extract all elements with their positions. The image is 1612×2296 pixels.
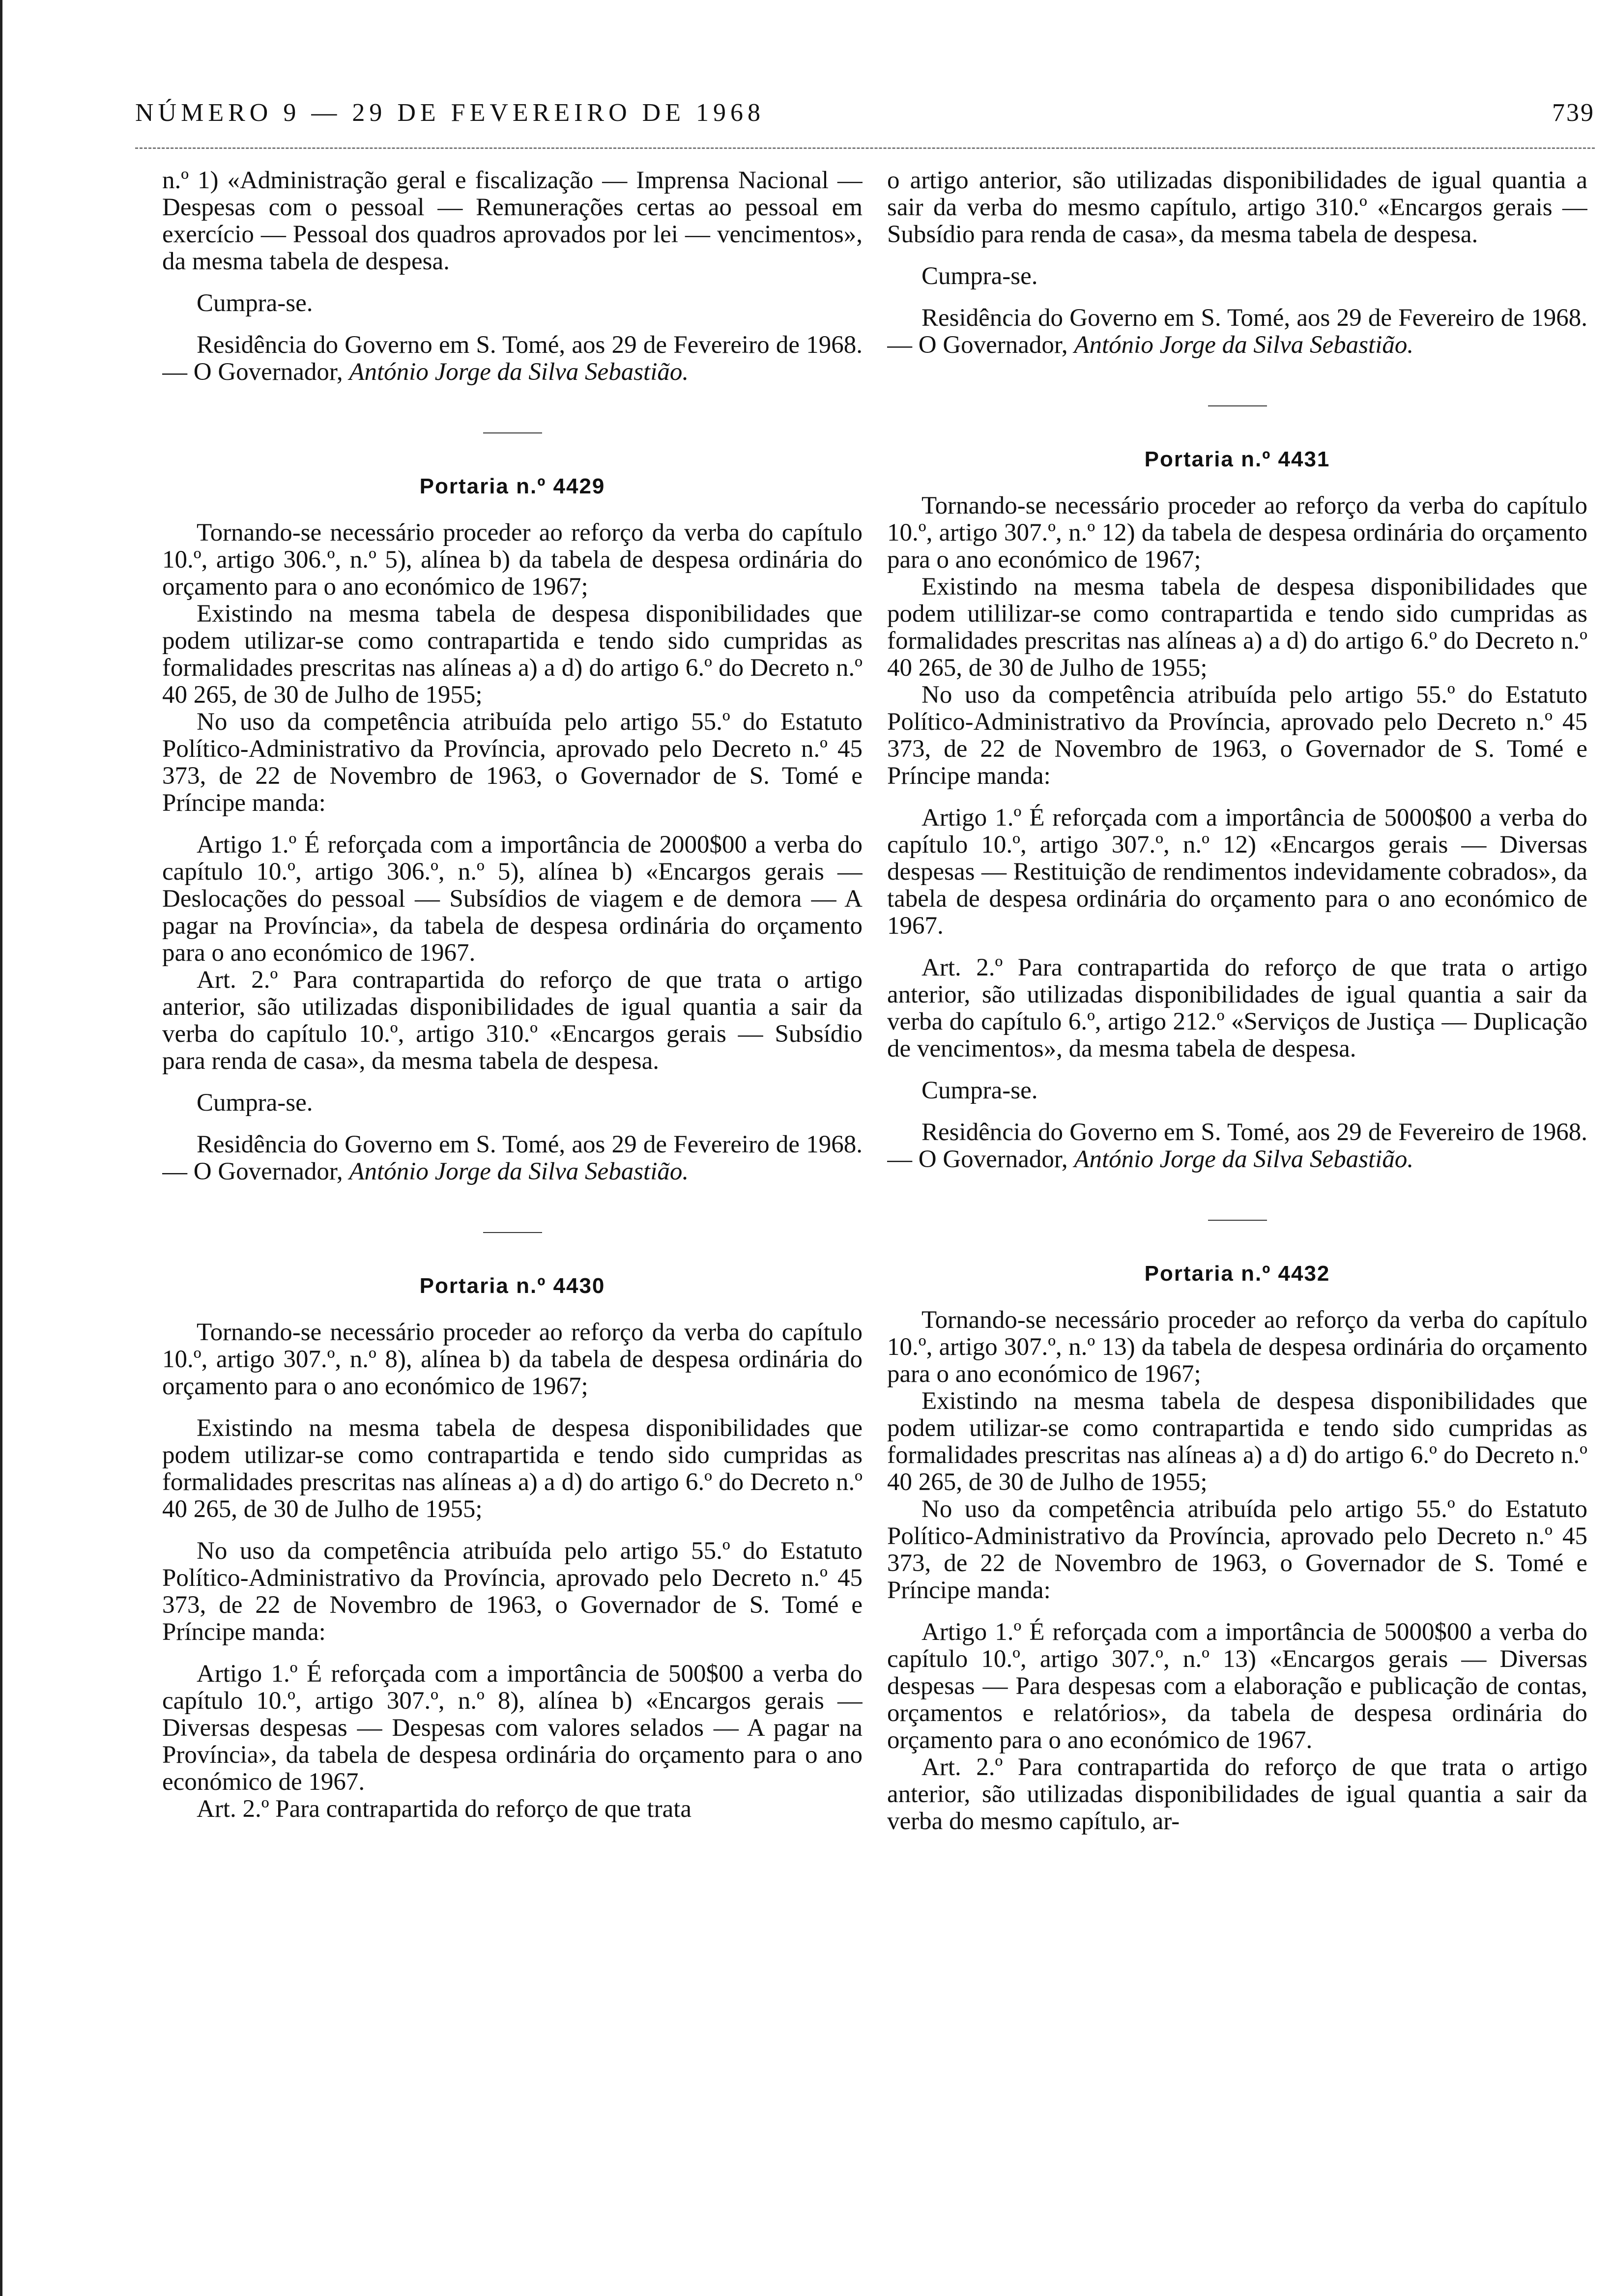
portaria-4432-preamble-1: Tornando-se necessário proceder ao reforço da verba do capítulo 10.º, artigo 307.º, n.º 13) da tabela de despesa ordinária do orçamento para o ano económico de 1967; <box>887 1306 1587 1388</box>
portaria-4430-preamble-3: No uso da competência atribuída pelo artigo 55.º do Estatuto Político-Administrativo da Província, aprovado pelo Decreto n.º 45 373, de 22 de Novembro de 1963, o Governador de S. Tomé e Príncipe manda: <box>162 1537 863 1646</box>
continuation-text: n.º 1) «Administração geral e fiscalização — Imprensa Nacional — Despesas com o pessoal — Remunerações certas ao pessoal em exercício — Pessoal dos quadros aprovados por lei — vencimentos», da mesma tabela de despesa. <box>162 167 863 275</box>
portaria-4431-preamble-3: No uso da competência atribuída pelo artigo 55.º do Estatuto Político-Administrativo da Província, aprovado pelo Decreto n.º 45 373, de 22 de Novembro de 1963, o Governador de S. Tomé e Príncipe manda: <box>887 681 1587 790</box>
cumpra-se: Cumpra-se. <box>921 1077 1038 1104</box>
section-separator <box>1208 1220 1267 1221</box>
signature-name: António Jorge da Silva Sebastião. <box>1074 331 1414 359</box>
spacer <box>162 817 863 832</box>
signature-block <box>162 1131 863 1185</box>
issue-title: NÚMERO 9 — 29 DE FEVEREIRO DE 1968 <box>135 99 765 127</box>
portaria-4429-article-2: Art. 2.º Para contrapartida do reforço de que trata o artigo anterior, são utilizadas disponibilidades de igual quantia a sair da verba do capítulo 10.º, artigo 310.º «Encargos gerais — Subsídio para renda de casa», da mesma tabela de despesa. <box>162 966 863 1075</box>
portaria-4430-preamble-1: Tornando-se necessário proceder ao reforço da verba do capítulo 10.º, artigo 307.º, n.º 8), alínea b) da tabela de despesa ordinária do orçamento para o ano económico de 1967; <box>162 1319 863 1400</box>
signature-block <box>887 1119 1587 1173</box>
portaria-4430-article-1: Artigo 1.º É reforçada com a importância de 500$00 a verba do capítulo 10.º, artigo 307.º, n.º 8), alínea b) «Encargos gerais — Diversas despesas — Despesas com valores selados — A pagar na Província», da tabela de despesa ordinária do orçamento para o ano económico de 1967. <box>162 1660 863 1796</box>
spacer <box>162 1400 863 1415</box>
portaria-4431-article-1: Artigo 1.º É reforçada com a importância de 5000$00 a verba do capítulo 10.º, artigo 307.º, n.º 12) «Encargos gerais — Diversas despesas — Restituição de rendimentos indevidamente cobrados», da tabela de despesa ordinária do orçamento para o ano económico de 1967. <box>887 804 1587 940</box>
cumpra-se: Cumpra-se. <box>197 1089 313 1117</box>
signature-place-date: Residência do Governo em S. Tomé, aos 29 de Fevereiro de 1968. — O Governador, <box>887 1119 1587 1173</box>
right-column <box>887 167 1587 2251</box>
spacer <box>887 1604 1587 1619</box>
portaria-4431-preamble-2: Existindo na mesma tabela de despesa disponibilidades que podem utililizar-se como contrapartida e tendo sido cumpridas as formalidades prescritas nas alíneas a) a d) do artigo 6.º do Decreto n.º 40 265, de 30 de Julho de 1955; <box>887 573 1587 682</box>
signature-name: António Jorge da Silva Sebastião. <box>349 358 689 386</box>
signature-place-date: Residência do Governo em S. Tomé, aos 29 de Fevereiro de 1968. — O Governador, <box>162 331 863 386</box>
signature-place-date: Residência do Governo em S. Tomé, aos 29 de Fevereiro de 1968. — O Governador, <box>162 1131 863 1185</box>
portaria-4432-article-1: Artigo 1.º É reforçada com a importância de 5000$00 a verba do capítulo 10.º, artigo 307.º, n.º 13) «Encargos gerais — Diversas despesas — Para despesas com a elaboração e publicação de contas, orçamentos e relatórios», da tabela de despesa ordinária do orçamento para o ano económico de 1967. <box>887 1618 1587 1754</box>
signature-place-date: Residência do Governo em S. Tomé, aos 29 de Fevereiro de 1968. — O Governador, <box>887 304 1587 359</box>
portaria-4432-preamble-2: Existindo na mesma tabela de despesa disponibilidades que podem utilizar-se como contrapartida e tendo sido cumpridas as formalidades prescritas nas alíneas a) a d) do artigo 6.º do Decreto n.º 40 265, de 30 de Julho de 1955; <box>887 1387 1587 1496</box>
portaria-4432-article-2: Art. 2.º Para contrapartida do reforço de que trata o artigo anterior, são utilizadas disponibilidades de igual quantia a sair da verba do mesmo capítulo, ar- <box>887 1753 1587 1835</box>
header-rule <box>135 147 1595 149</box>
portaria-4429-preamble-3: No uso da competência atribuída pelo artigo 55.º do Estatuto Político-Administrativo da Província, aprovado pelo Decreto n.º 45 373, de 22 de Novembro de 1963, o Governador de S. Tomé e Príncipe manda: <box>162 708 863 817</box>
left-column <box>162 167 863 2251</box>
signature-name: António Jorge da Silva Sebastião. <box>349 1158 689 1185</box>
cumpra-se: Cumpra-se. <box>197 289 313 317</box>
portaria-4431-preamble-1: Tornando-se necessário proceder ao reforço da verba do capítulo 10.º, artigo 307.º, n.º 12) da tabela de despesa ordinária do orçamento para o ano económico de 1967; <box>887 492 1587 574</box>
portaria-4430-title: Portaria n.º 4430 <box>419 1274 605 1298</box>
portaria-4429-article-1: Artigo 1.º É reforçada com a importância de 2000$00 a verba do capítulo 10.º, artigo 306.º, n.º 5), alínea b) «Encargos gerais — Deslocações do pessoal — Subsídios de viagem e de demora — A pagar na Província», da tabela de despesa ordinária do orçamento para o ano económico de 1967. <box>162 831 863 967</box>
portaria-4429-preamble-1: Tornando-se necessário proceder ao reforço da verba do capítulo 10.º, artigo 306.º, n.º 5), alínea b) da tabela de despesa ordinária do orçamento para o ano económico de 1967; <box>162 519 863 601</box>
portaria-4431-title: Portaria n.º 4431 <box>1144 447 1330 471</box>
portaria-4431-article-2: Art. 2.º Para contrapartida do reforço de que trata o artigo anterior, são utilizadas disponibilidades de igual quantia a sair da verba do capítulo 6.º, artigo 212.º «Serviços de Justiça — Duplicação de vencimentos», da mesma tabela de despesa. <box>887 954 1587 1062</box>
page-header <box>135 98 1595 138</box>
section-separator <box>483 1232 542 1233</box>
section-separator <box>1208 405 1267 406</box>
spacer <box>887 790 1587 804</box>
page-number: 739 <box>1552 99 1595 127</box>
section-separator <box>483 432 542 433</box>
portaria-4430-preamble-2: Existindo na mesma tabela de despesa disponibilidades que podem utilizar-se como contrapartida e tendo sido cumpridas as formalidades prescritas nas alíneas a) a d) do artigo 6.º do Decreto n.º 40 265, de 30 de Julho de 1955; <box>162 1414 863 1523</box>
continuation-text: o artigo anterior, são utilizadas disponibilidades de igual quantia a sair da verba do mesmo capítulo, artigo 310.º «Encargos gerais — Subsídio para renda de casa», da mesma tabela de despesa. <box>887 167 1587 248</box>
signature-block <box>162 332 863 386</box>
portaria-4429-title: Portaria n.º 4429 <box>419 474 605 498</box>
signature-name: António Jorge da Silva Sebastião. <box>1074 1146 1414 1173</box>
portaria-4429-preamble-2: Existindo na mesma tabela de despesa disponibilidades que podem utilizar-se como contrapartida e tendo sido cumpridas as formalidades prescritas nas alíneas a) a d) do artigo 6.º do Decreto n.º 40 265, de 30 de Julho de 1955; <box>162 600 863 709</box>
portaria-4432-title: Portaria n.º 4432 <box>1144 1262 1330 1286</box>
signature-block <box>887 305 1587 359</box>
spacer <box>162 1646 863 1661</box>
portaria-4432-preamble-3: No uso da competência atribuída pelo artigo 55.º do Estatuto Político-Administrativo da Província, aprovado pelo Decreto n.º 45 373, de 22 de Novembro de 1963, o Governador de S. Tomé e Príncipe manda: <box>887 1495 1587 1604</box>
spacer <box>162 1523 863 1538</box>
portaria-4430-article-2: Art. 2.º Para contrapartida do reforço de que trata <box>197 1795 692 1823</box>
cumpra-se: Cumpra-se. <box>921 262 1038 290</box>
spacer <box>887 940 1587 954</box>
